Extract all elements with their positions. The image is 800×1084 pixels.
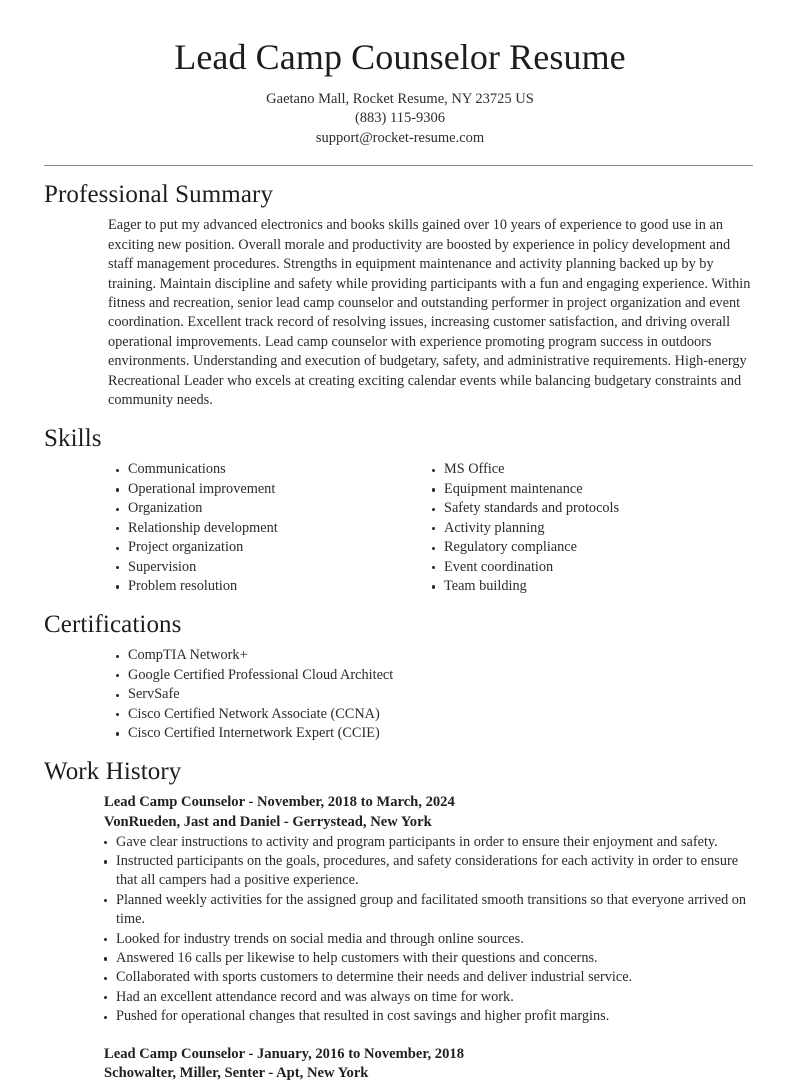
certifications-list <box>116 646 756 743</box>
job-company-line: Schowalter, Miller, Senter - Apt, New York <box>104 1065 369 1082</box>
list-item: Cisco Certified Network Associate (CCNA) <box>116 705 756 724</box>
list-item: Problem resolution <box>116 577 432 596</box>
job-responsibilities <box>104 833 756 1027</box>
list-item: Pushed for operational changes that resulted in cost savings and higher profit margins. <box>104 1007 756 1026</box>
list-item: Equipment maintenance <box>432 480 748 499</box>
list-item: Cisco Certified Internetwork Expert (CCIE) <box>116 724 756 743</box>
section-work-history <box>44 757 756 1083</box>
list-item: Collaborated with sports customers to determine their needs and deliver industrial service. <box>104 968 756 987</box>
list-item: CompTIA Network+ <box>116 646 756 665</box>
list-item: ServSafe <box>116 685 756 704</box>
contact-address: Gaetano Mall, Rocket Resume, NY 23725 US <box>266 90 534 107</box>
contact-phone: (883) 115-9306 <box>354 110 446 127</box>
list-item: Event coordination <box>432 558 748 577</box>
list-item: Planned weekly activities for the assigned group and facilitated smooth transitions so that everyone arrived on time. <box>104 891 756 930</box>
job-title-line: Lead Camp Counselor - November, 2018 to March, 2024 <box>104 794 455 811</box>
list-item: Organization <box>116 499 432 518</box>
work-history-entry <box>104 1045 756 1084</box>
list-item: Answered 16 calls per likewise to help customers with their questions and concerns. <box>104 949 756 968</box>
list-item: Safety standards and protocols <box>432 499 748 518</box>
header-divider <box>44 165 753 166</box>
certifications-list-wrap <box>44 646 756 743</box>
list-item: Relationship development <box>116 519 432 538</box>
section-title-work-history: Work History <box>44 758 182 786</box>
list-item: Supervision <box>116 558 432 577</box>
list-item: Team building <box>432 577 748 596</box>
list-item: Communications <box>116 460 432 479</box>
list-item: Project organization <box>116 538 432 557</box>
work-history-entries <box>44 793 756 1083</box>
list-item: Regulatory compliance <box>432 538 748 557</box>
skills-columns <box>44 460 756 596</box>
contact-block <box>44 90 756 149</box>
skills-column-right <box>432 460 748 596</box>
section-professional-summary <box>44 180 756 410</box>
contact-email: support@rocket-resume.com <box>315 129 485 146</box>
list-item: Google Certified Professional Cloud Architect <box>116 666 756 685</box>
section-title-skills: Skills <box>44 425 102 453</box>
list-item: MS Office <box>432 460 748 479</box>
work-history-entry <box>104 793 756 1026</box>
list-item: Looked for industry trends on social media and through online sources. <box>104 930 756 949</box>
page-title: Lead Camp Counselor Resume <box>174 37 626 77</box>
job-title-line: Lead Camp Counselor - January, 2016 to November, 2018 <box>104 1045 464 1062</box>
list-item: Operational improvement <box>116 480 432 499</box>
list-item: Activity planning <box>432 519 748 538</box>
professional-summary-text: Eager to put my advanced electronics and books skills gained over 10 years of experience to good use in an exciting new position. Overall morale and productivity are boosted by experience in policy development and staff management procedures. Strengths in equipment maintenance and activity planning backed up by by training. Maintain discipline and safety while providing participants with a fun and engaging experience. Within fitness and recreation, senior lead camp counselor and outstanding performer in project organization and event coordination. Excellent track record of resolving issues, increasing customer satisfaction, and driving overall operational improvements. Lead camp counselor with experience promoting program success in outdoors environments. Understanding and execution of budgetary, safety, and administrative requirements. High-energy Recreational Leader who excels at creating exciting calendar events while balancing budgetary constraints and community needs. <box>108 217 751 409</box>
section-title-professional-summary: Professional Summary <box>44 181 274 209</box>
skills-column-left <box>116 460 432 596</box>
list-item: Gave clear instructions to activity and program participants in order to ensure their enjoyment and safety. <box>104 833 756 852</box>
section-certifications <box>44 610 756 743</box>
section-skills <box>44 424 756 596</box>
list-item: Instructed participants on the goals, procedures, and safety considerations for each activity in order to ensure that all campers had a positive experience. <box>104 852 756 891</box>
list-item: Had an excellent attendance record and was always on time for work. <box>104 988 756 1007</box>
job-company-line: VonRueden, Jast and Daniel - Gerrystead, New York <box>104 813 432 830</box>
section-title-certifications: Certifications <box>44 611 182 639</box>
